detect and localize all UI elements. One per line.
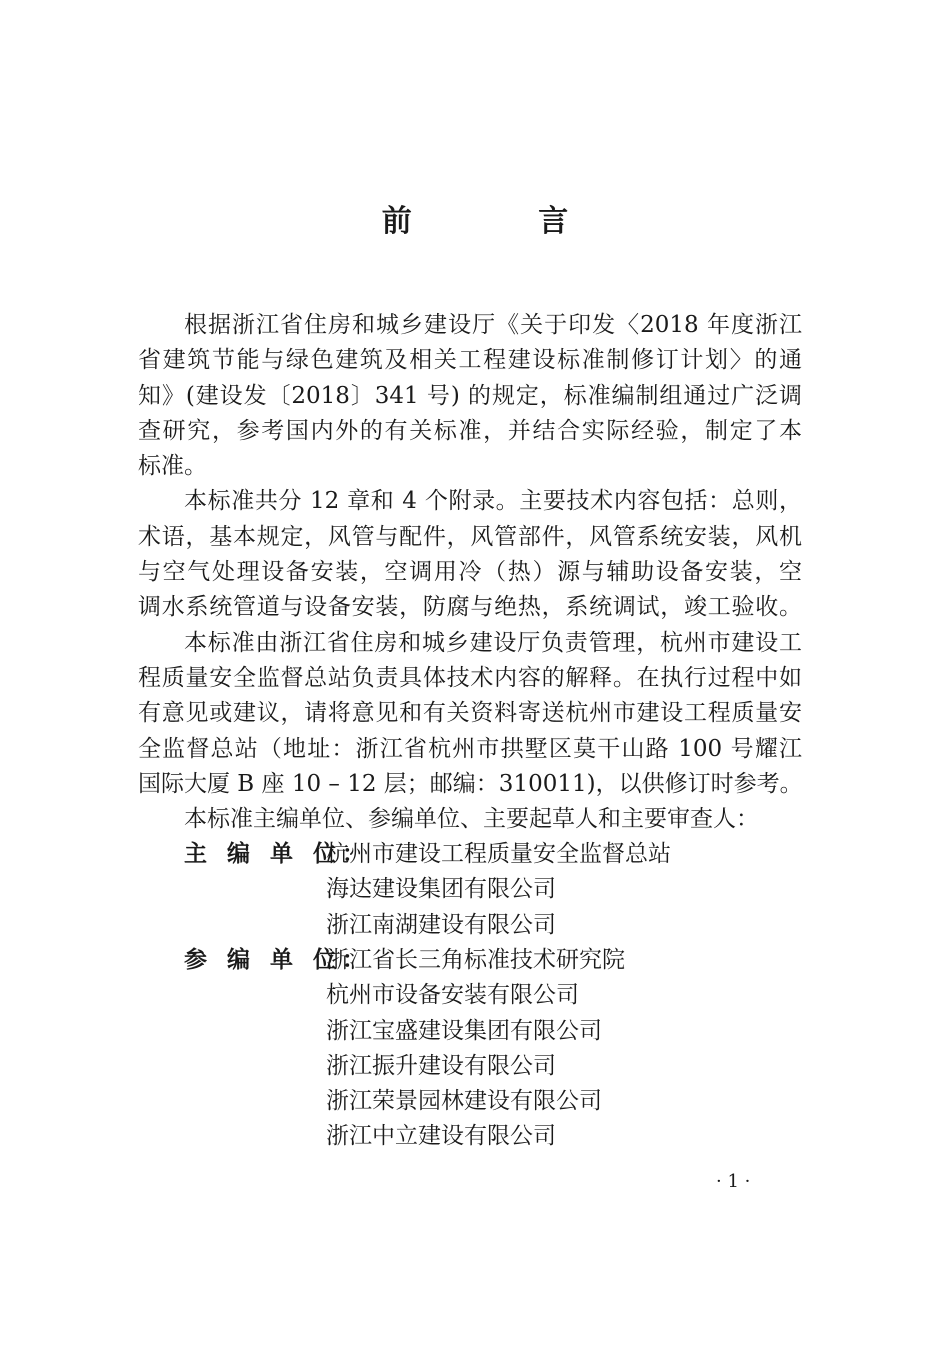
unit-item: 浙江中立建设有限公司 bbox=[326, 1123, 556, 1150]
text-line: 术语，基本规定，风管与配件，风管部件，风管系统安装，风机 bbox=[138, 523, 802, 550]
unit-item: 浙江宝盛建设集团有限公司 bbox=[326, 1017, 602, 1044]
text-line: 本标准由浙江省住房和城乡建设厅负责管理，杭州市建设工 bbox=[184, 629, 802, 656]
text-line: 调水系统管道与设备安装，防腐与绝热，系统调试，竣工验收。 bbox=[138, 594, 802, 621]
unit-item: 浙江振升建设有限公司 bbox=[326, 1052, 556, 1079]
text-line: 本标准主编单位、参编单位、主要起草人和主要审查人： bbox=[184, 806, 759, 833]
paragraph-management bbox=[138, 626, 802, 802]
participating-units-label: 参 编 单 位： bbox=[184, 947, 372, 973]
unit-item: 杭州市设备安装有限公司 bbox=[326, 982, 579, 1009]
text-line: 省建筑节能与绿色建筑及相关工程建设标准制修订计划〉的通 bbox=[138, 347, 802, 374]
chief-units-list bbox=[326, 837, 671, 943]
text-line: 根据浙江省住房和城乡建设厅《关于印发〈2018 年度浙江 bbox=[184, 312, 802, 338]
text-line: 程质量安全监督总站负责具体技术内容的解释。在执行过程中如 bbox=[138, 664, 802, 691]
unit-item: 浙江省长三角标准技术研究院 bbox=[326, 947, 625, 973]
unit-item: 杭州市建设工程质量安全监督总站 bbox=[326, 841, 671, 867]
unit-item: 浙江荣景园林建设有限公司 bbox=[326, 1088, 602, 1115]
page-number: · 1 · bbox=[716, 1171, 751, 1192]
text-line: 标准。 bbox=[138, 453, 207, 480]
chief-units-label: 主 编 单 位： bbox=[184, 841, 372, 867]
text-line: 查研究，参考国内外的有关标准，并结合实际经验，制定了本 bbox=[138, 417, 802, 444]
unit-item: 海达建设集团有限公司 bbox=[326, 876, 556, 903]
paragraph-basis bbox=[138, 308, 802, 484]
participating-units-list bbox=[326, 943, 625, 1155]
text-line: 与空气处理设备安装，空调用冷（热）源与辅助设备安装，空 bbox=[138, 559, 802, 586]
text-line: 全监督总站（地址：浙江省杭州市拱墅区莫干山路 100 号耀江 bbox=[138, 735, 802, 762]
text-line: 有意见或建议，请将意见和有关资料寄送杭州市建设工程质量安 bbox=[138, 700, 802, 727]
page-title: 前 言 bbox=[381, 204, 627, 239]
unit-item: 浙江南湖建设有限公司 bbox=[326, 911, 556, 938]
preface-body bbox=[138, 308, 802, 837]
paragraph-content bbox=[138, 484, 802, 625]
text-line: 知》(建设发〔2018〕341 号) 的规定，标准编制组通过广泛调 bbox=[138, 382, 802, 409]
text-line: 本标准共分 12 章和 4 个附录。主要技术内容包括：总则， bbox=[184, 488, 802, 515]
paragraph-units-intro bbox=[138, 802, 802, 837]
text-line: 国际大厦 B 座 10 – 12 层；邮编：310011)，以供修订时参考。 bbox=[138, 770, 803, 797]
